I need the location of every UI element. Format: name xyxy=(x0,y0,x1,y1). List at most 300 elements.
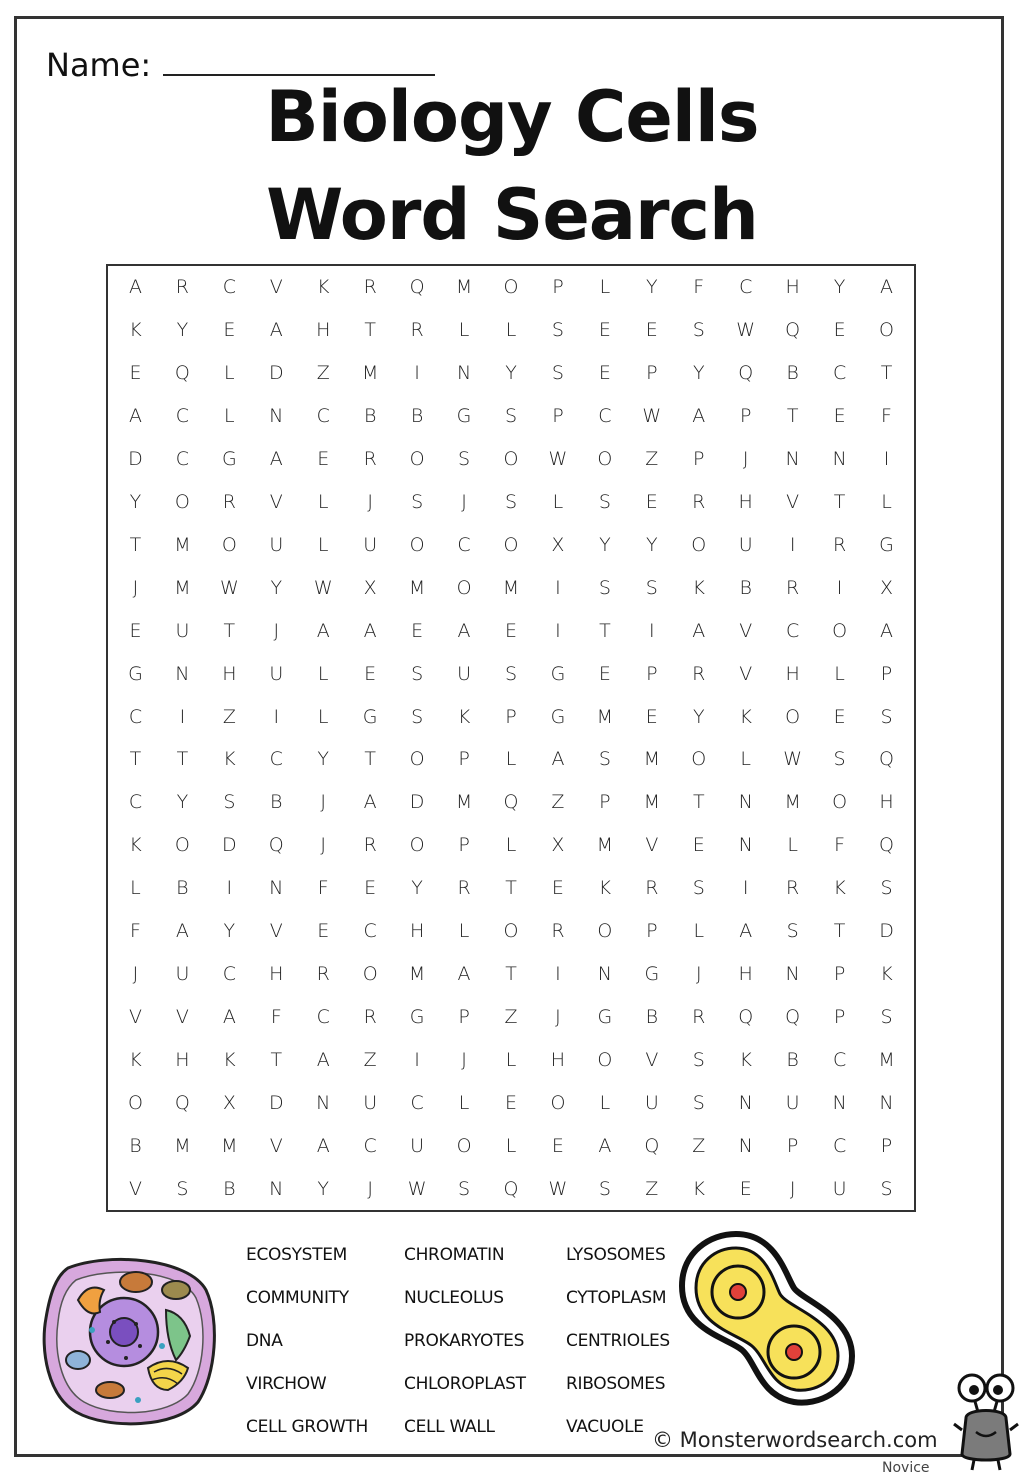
grid-letter: T xyxy=(833,920,846,943)
grid-letter: E xyxy=(598,362,611,385)
page-title-line2: Word Search xyxy=(266,174,758,256)
grid-letter: O xyxy=(174,834,190,857)
grid-letter: H xyxy=(222,662,237,685)
grid-letter: Y xyxy=(833,276,846,299)
grid-letter: T xyxy=(786,405,799,428)
grid-letter: Q xyxy=(738,362,754,385)
grid-letter: P xyxy=(552,276,564,299)
grid-letter: Q xyxy=(268,834,284,857)
grid-letter: T xyxy=(880,362,893,385)
grid-letter: I xyxy=(273,705,280,728)
grid-letter: R xyxy=(692,490,706,513)
grid-letter: K xyxy=(739,1048,752,1071)
grid-letter: I xyxy=(414,1048,420,1071)
grid-letter: Q xyxy=(174,362,190,385)
word-item: LYSOSOMES xyxy=(566,1245,666,1265)
grid-letter: R xyxy=(363,276,377,299)
grid-letter: O xyxy=(597,1048,613,1071)
grid-letter: C xyxy=(457,533,471,556)
grid-letter: W xyxy=(548,448,568,471)
grid-letter: L xyxy=(130,877,141,900)
grid-letter: R xyxy=(222,490,236,513)
grid-letter: L xyxy=(317,662,329,685)
word-item: PROKARYOTES xyxy=(404,1331,525,1351)
grid-letter: B xyxy=(129,1134,142,1157)
grid-letter: M xyxy=(361,362,379,385)
grid-letter: S xyxy=(880,705,893,728)
grid-letter: S xyxy=(504,662,518,685)
grid-letter: I xyxy=(555,962,561,985)
grid-letter: O xyxy=(832,619,848,642)
grid-letter: K xyxy=(833,877,846,900)
grid-letter: Y xyxy=(505,362,517,385)
grid-letter: Q xyxy=(503,791,519,814)
word-list-column-1 xyxy=(246,1240,368,1455)
difficulty-level: Novice xyxy=(882,1460,930,1476)
grid-letter: Z xyxy=(222,705,236,728)
grid-letter: B xyxy=(363,405,377,428)
grid-letter: M xyxy=(174,1134,191,1157)
name-blank-line[interactable] xyxy=(163,40,435,76)
grid-letter: P xyxy=(786,1134,799,1157)
grid-letter: G xyxy=(362,705,378,728)
grid-letter: A xyxy=(128,276,142,299)
word-search-grid xyxy=(106,264,916,1212)
grid-letter: I xyxy=(414,362,420,385)
grid-letter: K xyxy=(692,1177,705,1200)
grid-letter: H xyxy=(316,319,331,342)
grid-letter: U xyxy=(269,533,284,556)
grid-letter: Q xyxy=(409,276,425,299)
grid-letter: X xyxy=(551,533,565,556)
grid-letter: B xyxy=(270,791,283,814)
grid-letter: O xyxy=(550,1091,566,1114)
grid-letter: V xyxy=(269,276,283,299)
name-label: Name: xyxy=(46,46,152,84)
grid-letter: R xyxy=(363,834,377,857)
grid-letter: O xyxy=(409,748,425,771)
word-list-column-2 xyxy=(404,1240,526,1455)
grid-letter: R xyxy=(363,1005,377,1028)
grid-letter: G xyxy=(456,405,472,428)
grid-letter: A xyxy=(316,1134,330,1157)
grid-letter: A xyxy=(316,619,330,642)
grid-letter: A xyxy=(457,619,471,642)
grid-letter: W xyxy=(783,748,803,771)
grid-letter: H xyxy=(738,490,753,513)
grid-letter: U xyxy=(785,1091,800,1114)
grid-letter: L xyxy=(505,834,517,857)
grid-letter: V xyxy=(269,920,283,943)
grid-letter: H xyxy=(785,662,800,685)
grid-letter: O xyxy=(691,533,707,556)
grid-letter: T xyxy=(599,619,611,642)
grid-letter: U xyxy=(410,1134,425,1157)
grid-letter: S xyxy=(692,877,705,900)
grid-letter: E xyxy=(129,362,142,385)
grid-letter: G xyxy=(409,1005,425,1028)
grid-letter: E xyxy=(504,1091,517,1114)
grid-letter: C xyxy=(832,1134,847,1157)
grid-letter: S xyxy=(598,576,611,599)
grid-letter: O xyxy=(174,490,190,513)
grid-letter: B xyxy=(645,1005,659,1028)
grid-letter: V xyxy=(645,834,659,857)
grid-letter: Q xyxy=(785,1005,801,1028)
grid-letter: U xyxy=(363,533,378,556)
grid-letter: S xyxy=(411,662,424,685)
grid-letter: Y xyxy=(692,705,705,728)
grid-letter: C xyxy=(739,276,753,299)
grid-letter: O xyxy=(221,533,237,556)
grid-letter: O xyxy=(127,1091,143,1114)
grid-letter: N xyxy=(879,1091,894,1114)
grid-letter: W xyxy=(642,405,662,428)
grid-letter: T xyxy=(129,748,142,771)
grid-letter: N xyxy=(738,1134,753,1157)
grid-letter: N xyxy=(832,1091,847,1114)
grid-letter: S xyxy=(223,791,236,814)
grid-letter: N xyxy=(175,662,190,685)
grid-letter: D xyxy=(268,362,284,385)
grid-letter: S xyxy=(598,748,611,771)
grid-letter: P xyxy=(646,920,658,943)
grid-letter: F xyxy=(317,877,329,900)
grid-letter: R xyxy=(551,920,565,943)
grid-letter: R xyxy=(457,877,471,900)
grid-letter: S xyxy=(833,748,846,771)
grid-letter: K xyxy=(739,705,752,728)
grid-letter: Q xyxy=(503,1177,519,1200)
grid-letter: D xyxy=(128,448,143,471)
grid-letter: A xyxy=(363,791,377,814)
grid-letter: A xyxy=(692,619,706,642)
grid-letter: M xyxy=(596,705,614,728)
grid-letter: E xyxy=(833,705,846,728)
grid-letter: P xyxy=(458,748,470,771)
grid-letter: S xyxy=(598,1177,611,1200)
grid-letter: H xyxy=(879,791,894,814)
grid-letter: M xyxy=(596,834,614,857)
word-item: VACUOLE xyxy=(566,1417,644,1437)
grid-letter: M xyxy=(408,962,426,985)
grid-letter: E xyxy=(317,448,330,471)
grid-letter: J xyxy=(273,619,280,642)
grid-letter: J xyxy=(789,1177,796,1200)
grid-letter: K xyxy=(316,276,330,299)
word-item: NUCLEOLUS xyxy=(404,1288,504,1308)
grid-letter: J xyxy=(461,1048,467,1071)
grid-letter: U xyxy=(175,962,190,985)
grid-letter: C xyxy=(175,405,190,428)
grid-letter: I xyxy=(555,576,561,599)
grid-letter: L xyxy=(834,662,845,685)
word-item: ECOSYSTEM xyxy=(246,1245,348,1265)
grid-letter: S xyxy=(411,705,424,728)
monster-mascot-icon xyxy=(952,1368,1020,1472)
grid-letter: H xyxy=(785,276,800,299)
grid-letter: G xyxy=(128,662,143,685)
grid-letter: X xyxy=(222,1091,236,1114)
grid-letter: E xyxy=(833,319,846,342)
grid-letter: Z xyxy=(551,791,565,814)
grid-letter: S xyxy=(504,405,518,428)
grid-letter: S xyxy=(411,490,424,513)
grid-letter: O xyxy=(503,920,519,943)
grid-letter: H xyxy=(409,920,425,943)
grid-letter: E xyxy=(645,490,658,513)
grid-letter: O xyxy=(691,748,707,771)
grid-letter: A xyxy=(128,405,142,428)
grid-letter: B xyxy=(410,405,424,428)
grid-letter: M xyxy=(878,1048,895,1071)
grid-letter: H xyxy=(550,1048,566,1071)
grid-letter: Q xyxy=(785,319,801,342)
grid-letter: E xyxy=(739,1177,752,1200)
grid-letter: Y xyxy=(176,319,189,342)
cell-division-icon xyxy=(676,1226,860,1410)
grid-letter: F xyxy=(270,1005,282,1028)
copyright-text: © Monsterwordsearch.com xyxy=(652,1428,938,1452)
grid-letter: C xyxy=(832,1048,847,1071)
grid-letter: C xyxy=(128,791,143,814)
grid-letter: P xyxy=(880,662,893,685)
grid-letter: O xyxy=(503,276,519,299)
grid-letter: E xyxy=(645,705,658,728)
grid-letter: P xyxy=(693,448,705,471)
grid-letter: I xyxy=(179,705,186,728)
grid-letter: S xyxy=(458,448,471,471)
grid-letter: L xyxy=(224,362,235,385)
grid-letter: A xyxy=(222,1005,236,1028)
grid-letter: M xyxy=(643,791,661,814)
grid-letter: G xyxy=(597,1005,613,1028)
grid-letter: I xyxy=(883,448,890,471)
grid-letter: U xyxy=(832,1177,847,1200)
grid-letter: V xyxy=(128,1005,142,1028)
grid-letter: C xyxy=(175,448,190,471)
grid-letter: A xyxy=(880,276,894,299)
grid-letter: N xyxy=(597,962,612,985)
grid-letter: A xyxy=(457,962,471,985)
grid-letter: T xyxy=(692,791,705,814)
grid-letter: P xyxy=(505,705,517,728)
grid-letter: M xyxy=(784,791,801,814)
grid-letter: V xyxy=(786,490,800,513)
grid-letter: C xyxy=(410,1091,424,1114)
grid-letter: A xyxy=(598,1134,612,1157)
grid-letter: C xyxy=(363,920,377,943)
grid-letter: V xyxy=(739,619,753,642)
grid-letter: E xyxy=(833,405,846,428)
grid-letter: R xyxy=(363,448,377,471)
grid-letter: J xyxy=(320,791,327,814)
grid-letter: O xyxy=(456,576,472,599)
grid-letter: F xyxy=(130,920,141,943)
grid-letter: N xyxy=(785,962,800,985)
grid-letter: S xyxy=(598,490,611,513)
grid-letter: T xyxy=(364,319,376,342)
grid-letter: G xyxy=(644,962,660,985)
grid-letter: L xyxy=(317,490,329,513)
grid-letter: J xyxy=(132,576,139,599)
grid-letter: S xyxy=(458,1177,471,1200)
grid-letter: C xyxy=(269,748,283,771)
grid-letter: C xyxy=(222,962,236,985)
grid-letter: E xyxy=(504,619,517,642)
grid-letter: G xyxy=(550,662,566,685)
grid-letter: Z xyxy=(692,1134,706,1157)
grid-letter: S xyxy=(880,1177,893,1200)
grid-letter: K xyxy=(457,705,471,728)
grid-letter: Q xyxy=(174,1091,190,1114)
grid-letter: P xyxy=(833,962,846,985)
grid-letter: Y xyxy=(317,1177,330,1200)
grid-letter: C xyxy=(832,362,847,385)
grid-letter: U xyxy=(644,1091,659,1114)
word-item: CYTOPLASM xyxy=(566,1288,667,1308)
grid-letter: O xyxy=(503,448,519,471)
grid-letter: A xyxy=(175,920,189,943)
grid-letter: V xyxy=(739,662,753,685)
grid-letter: R xyxy=(786,576,800,599)
grid-letter: N xyxy=(785,448,800,471)
grid-letter: K xyxy=(129,319,142,342)
grid-letter: V xyxy=(128,1177,142,1200)
grid-letter: Q xyxy=(738,1005,754,1028)
grid-letter: L xyxy=(505,748,517,771)
grid-letter: O xyxy=(409,448,425,471)
grid-letter: C xyxy=(128,705,143,728)
grid-letter: U xyxy=(738,533,753,556)
grid-letter: K xyxy=(223,1048,236,1071)
grid-letter: L xyxy=(458,319,470,342)
grid-letter: T xyxy=(505,962,517,985)
grid-letter: Z xyxy=(645,1177,659,1200)
grid-letter: V xyxy=(645,1048,659,1071)
grid-letter: E xyxy=(551,1134,564,1157)
grid-letter: I xyxy=(226,877,233,900)
grid-letter: L xyxy=(505,319,517,342)
grid-letter: V xyxy=(269,1134,283,1157)
word-item: CENTRIOLES xyxy=(566,1331,670,1351)
grid-letter: P xyxy=(646,662,658,685)
grid-letter: J xyxy=(461,490,467,513)
grid-letter: M xyxy=(174,576,191,599)
grid-letter: A xyxy=(269,448,283,471)
grid-letter: J xyxy=(367,1177,373,1200)
grid-letter: O xyxy=(879,319,894,342)
grid-letter: W xyxy=(407,1177,427,1200)
grid-letter: A xyxy=(692,405,706,428)
grid-letter: D xyxy=(268,1091,284,1114)
page-title-line1: Biology Cells xyxy=(265,76,759,158)
grid-letter: B xyxy=(176,877,189,900)
grid-letter: S xyxy=(880,1005,893,1028)
grid-letter: L xyxy=(224,405,235,428)
word-item: CELL GROWTH xyxy=(246,1417,369,1437)
grid-letter: L xyxy=(458,920,470,943)
grid-letter: P xyxy=(458,1005,470,1028)
grid-letter: R xyxy=(692,662,706,685)
grid-letter: Y xyxy=(270,576,283,599)
grid-letter: S xyxy=(692,1048,705,1071)
grid-letter: W xyxy=(736,319,756,342)
grid-letter: O xyxy=(409,834,425,857)
word-item: CHLOROPLAST xyxy=(404,1374,526,1394)
grid-letter: R xyxy=(786,877,800,900)
grid-letter: D xyxy=(879,920,894,943)
grid-letter: N xyxy=(738,1091,753,1114)
grid-letter: F xyxy=(693,276,705,299)
word-list-column-3 xyxy=(566,1240,670,1455)
grid-letter: E xyxy=(411,619,424,642)
grid-letter: M xyxy=(455,791,473,814)
grid-letter: O xyxy=(597,920,613,943)
grid-letter: G xyxy=(879,533,894,556)
grid-letter: W xyxy=(219,576,239,599)
grid-letter: M xyxy=(408,576,426,599)
grid-letter: H xyxy=(738,962,753,985)
grid-letter: P xyxy=(646,362,658,385)
grid-letter: N xyxy=(269,1177,284,1200)
grid-letter: X xyxy=(363,576,377,599)
grid-letter: J xyxy=(367,490,373,513)
grid-letter: D xyxy=(222,834,237,857)
grid-letter: Y xyxy=(176,791,189,814)
grid-letter: N xyxy=(738,834,753,857)
grid-letter: Y xyxy=(317,748,330,771)
grid-letter: A xyxy=(880,619,894,642)
grid-letter: B xyxy=(223,1177,236,1200)
grid-letter: J xyxy=(742,448,749,471)
word-list xyxy=(246,1240,686,1450)
grid-letter: E xyxy=(317,920,330,943)
grid-letter: X xyxy=(551,834,565,857)
grid-letter: O xyxy=(785,705,801,728)
grid-letter: J xyxy=(320,834,327,857)
grid-letter: T xyxy=(364,748,376,771)
grid-letter: I xyxy=(789,533,796,556)
grid-letter: P xyxy=(880,1134,893,1157)
grid-letter: J xyxy=(555,1005,561,1028)
grid-letter: K xyxy=(598,877,612,900)
grid-letter: G xyxy=(550,705,566,728)
grid-letter: S xyxy=(504,490,518,513)
grid-letter: C xyxy=(786,619,800,642)
grid-letter: U xyxy=(269,662,284,685)
grid-letter: N xyxy=(269,877,284,900)
grid-letter: O xyxy=(456,1134,472,1157)
grid-letter: M xyxy=(221,1134,238,1157)
grid-letter: U xyxy=(363,1091,378,1114)
grid-letter: S xyxy=(645,576,658,599)
grid-letter: A xyxy=(551,748,565,771)
grid-letter: A xyxy=(269,319,283,342)
grid-letter: I xyxy=(555,619,561,642)
grid-letter: R xyxy=(410,319,424,342)
grid-letter: A xyxy=(739,920,753,943)
grid-letter: L xyxy=(317,705,329,728)
grid-letter: S xyxy=(551,362,564,385)
grid-letter: P xyxy=(833,1005,846,1028)
grid-letter: L xyxy=(599,276,611,299)
grid-letter: L xyxy=(317,533,329,556)
grid-letter: E xyxy=(364,662,377,685)
grid-letter: F xyxy=(834,834,846,857)
word-item: CELL WALL xyxy=(404,1417,495,1437)
grid-letter: Z xyxy=(316,362,330,385)
